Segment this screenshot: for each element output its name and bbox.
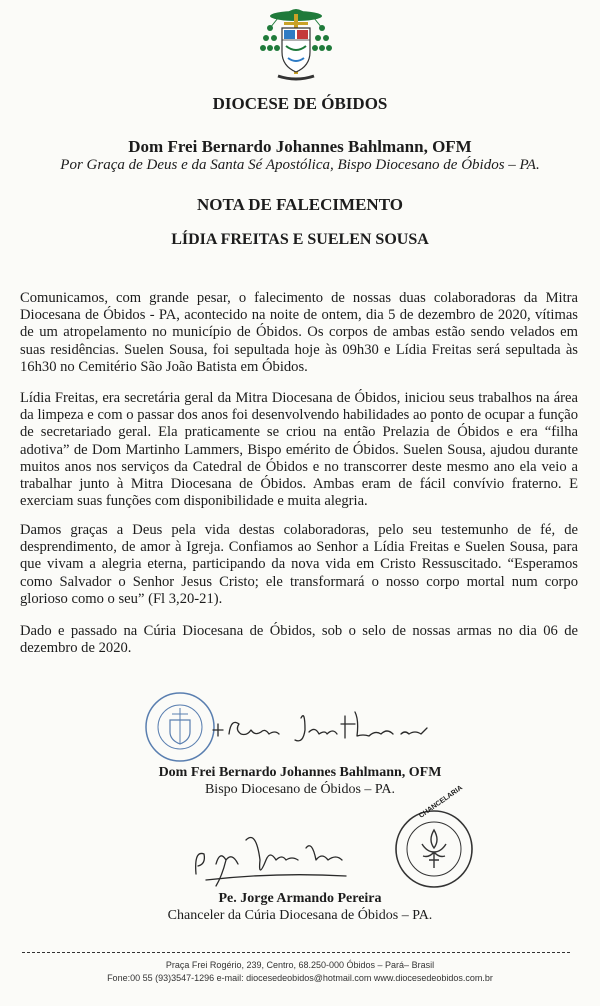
bishop-name-heading: Dom Frei Bernardo Johannes Bahlmann, OFM [128, 137, 472, 156]
footer-contact: Fone:00 55 (93)3547-1296 e-mail: diocesedeobidos@hotmail.com www.diocesedeobidos.com.br [107, 973, 493, 983]
diocese-heading: DIOCESE DE ÓBIDOS [212, 94, 388, 113]
chancellor-signature [186, 820, 386, 892]
coat-of-arms [256, 2, 336, 84]
paragraph-1: Comunicamos, com grande pesar, o falecimento de nossas duas colaboradoras da Mitra Diocesana de Óbidos - PA, acontecido na noite de ontem, dia 5 de dezembro de 2020, vítimas de um atropelamento no município de Óbidos. Os corpos de ambas estão sendo velados em suas residências. Suelen Sousa, foi sepultada hoje às 09h30 e Lídia Freitas será sepultada às 16h30 no Cemitério São João Batista em Óbidos. [20, 290, 578, 375]
chancellor-signature-role: Chanceler da Cúria Diocesana de Óbidos – PA. [167, 908, 433, 923]
subject-names: LÍDIA FREITAS E SUELEN SOUSA [171, 231, 429, 248]
bishop-signature-role: Bispo Diocesano de Óbidos – PA. [204, 782, 396, 797]
notice-title: NOTA DE FALECIMENTO [197, 195, 403, 214]
stamp-label: CHANCELARIA [418, 784, 465, 820]
bishop-title: Por Graça de Deus e da Santa Sé Apostólica, Bispo Diocesano de Óbidos – PA. [60, 157, 540, 173]
paragraph-2: Lídia Freitas, era secretária geral da Mitra Diocesana de Óbidos, iniciou seus trabalhos na área da limpeza e com o passar dos anos foi desenvolvendo habilidades ao ponto de ocupar a função de secretariado geral. Ela praticamente se criou na então Prelazia de Óbidos e era “filha adotiva” de Dom Martinho Lammers, Bispo emérito de Óbidos. Suelen Sousa, ajudou durante muitos anos nos serviços da Catedral de Óbidos e no transcorrer deste mesmo ano ela veio a trabalhar junto à Mitra Diocesana de Óbidos. Ambas eram de fácil convívio fraterno. E exerciam suas funções com disponibilidade e muita alegria. [20, 390, 578, 510]
paragraph-3: Damos graças a Deus pela vida destas colaboradoras, pelo seu testemunho de fé, de desprendimento, de amor à Igreja. Confiamos ao Senhor a Lídia Freitas e Suelen Sousa, para que vivam a alegria eterna, participando da nova vida em Cristo Ressuscitado. “Esperamos como Salvador o Senhor Jesus Cristo; ele transformará o nosso corpo mortal num corpo glorioso como o seu” (Fl 3,20-21). [20, 522, 578, 607]
bishop-signature-name: Dom Frei Bernardo Johannes Bahlmann, OFM [158, 765, 442, 780]
closing-paragraph: Dado e passado na Cúria Diocesana de Óbidos, sob o selo de nossas armas no dia 06 de dezembro de 2020. [20, 623, 578, 657]
chancelaria-stamp [393, 784, 475, 890]
footer-address: Praça Frei Rogério, 239, Centro, 68.250-000 Óbidos – Pará– Brasil [165, 960, 435, 970]
chancellor-signature-name: Pe. Jorge Armando Pereira [218, 891, 382, 906]
footer-divider [22, 952, 570, 953]
bishop-signature [205, 700, 455, 750]
